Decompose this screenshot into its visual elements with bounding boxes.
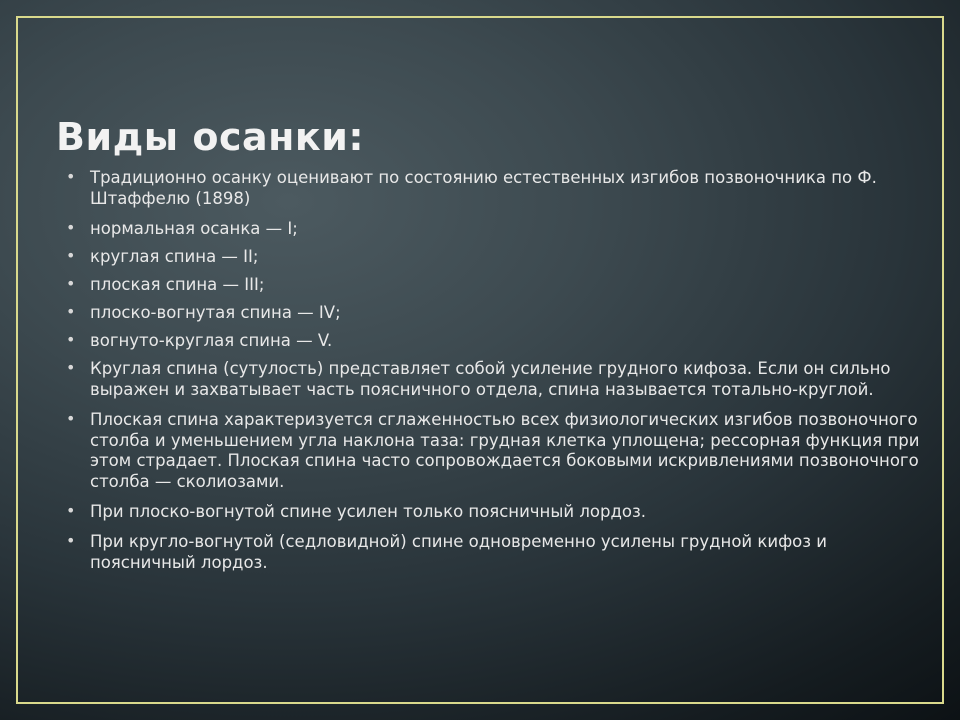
list-item: • Традиционно осанку оценивают по состоянию естественных изгибов позвоночника по Ф. Штаффелю (1898) — [50, 168, 922, 210]
list-item: • плоско-вогнутая спина — IV; — [50, 303, 922, 324]
list-item: • плоская спина — III; — [50, 275, 922, 296]
list-item: • При плоско-вогнутой спине усилен только поясничный лордоз. — [50, 502, 922, 523]
list-item: • Плоская спина характеризуется сглаженностью всех физиологических изгибов позвоночного столба и уменьшением угла наклона таза: грудная клетка уплощена; рессорная функция при этом страдает. Плоская спина часто сопровождается боковыми искривлениями позвоночного столба — сколиозами. — [50, 410, 922, 494]
list-item: • нормальная осанка — I; — [50, 219, 922, 240]
bullet-list — [50, 168, 922, 583]
list-item: • вогнуто-круглая спина — V. — [50, 331, 922, 352]
list-item: • При кругло-вогнутой (седловидной) спине одновременно усилены грудной кифоз и поясничный лордоз. — [50, 532, 922, 574]
page-title: Виды осанки: — [56, 115, 365, 160]
list-item: • Круглая спина (сутулость) представляет собой усиление грудного кифоза. Если он сильно выражен и захватывает часть поясничного отдела, спина называется тотально-круглой. — [50, 359, 922, 401]
list-item: • круглая спина — II; — [50, 247, 922, 268]
